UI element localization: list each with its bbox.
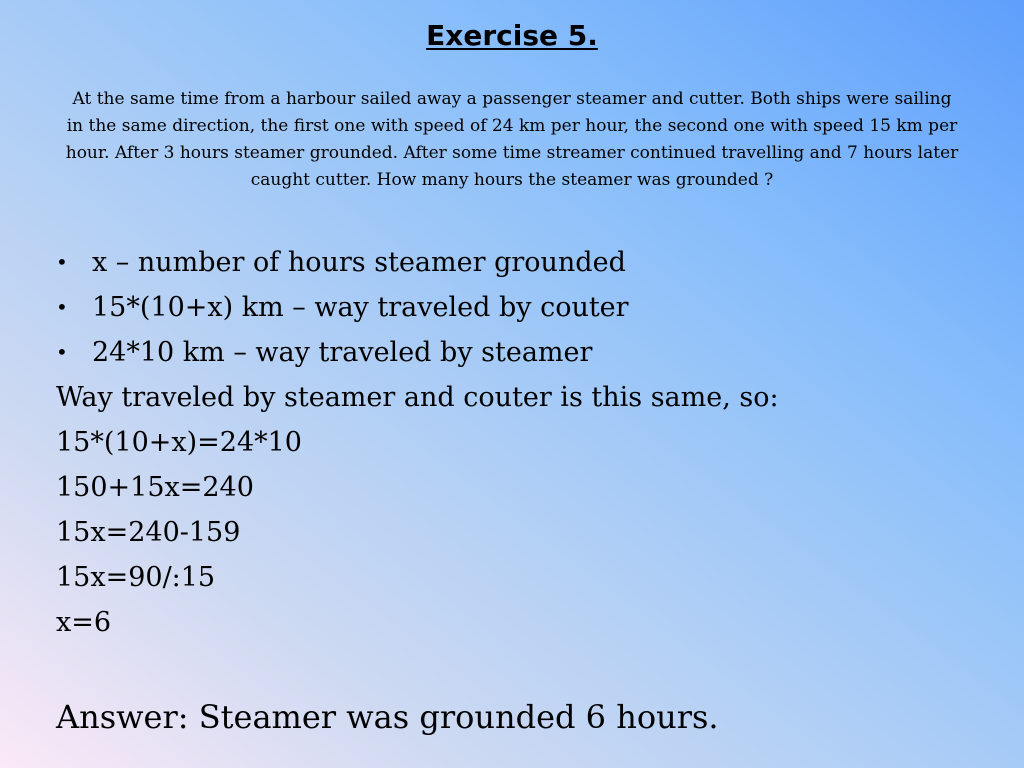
solution-line: x=6 — [56, 607, 112, 638]
solution-line: 15x=90/:15 — [56, 562, 216, 593]
problem-statement: At the same time from a harbour sailed away a passenger steamer and cutter. Both ships were sailing in the same direction, the first one with speed of 24 km per hour, the second one with speed 15 km per hour. After 3 hours steamer grounded. After some time streamer continued travelling and 7 hours later caught cutter. How many hours the steamer was grounded ? — [65, 89, 959, 190]
slide-title — [0, 17, 1024, 55]
solution-line: 15*(10+x)=24*10 — [56, 427, 302, 458]
solution-steps — [56, 375, 779, 645]
answer-text: Answer: Steamer was grounded 6 hours. — [56, 698, 719, 736]
list-item: • 24*10 km – way traveled by steamer — [56, 330, 629, 375]
list-item: • 15*(10+x) km – way traveled by couter — [56, 285, 629, 330]
definition-list — [56, 240, 629, 375]
solution-line: 15x=240-159 — [56, 517, 241, 548]
slide-title-text: Exercise 5. — [426, 19, 598, 52]
solution-line: 150+15x=240 — [56, 472, 254, 503]
list-item: • x – number of hours steamer grounded — [56, 240, 629, 285]
solution-line: Way traveled by steamer and couter is this same, so: — [56, 382, 779, 413]
